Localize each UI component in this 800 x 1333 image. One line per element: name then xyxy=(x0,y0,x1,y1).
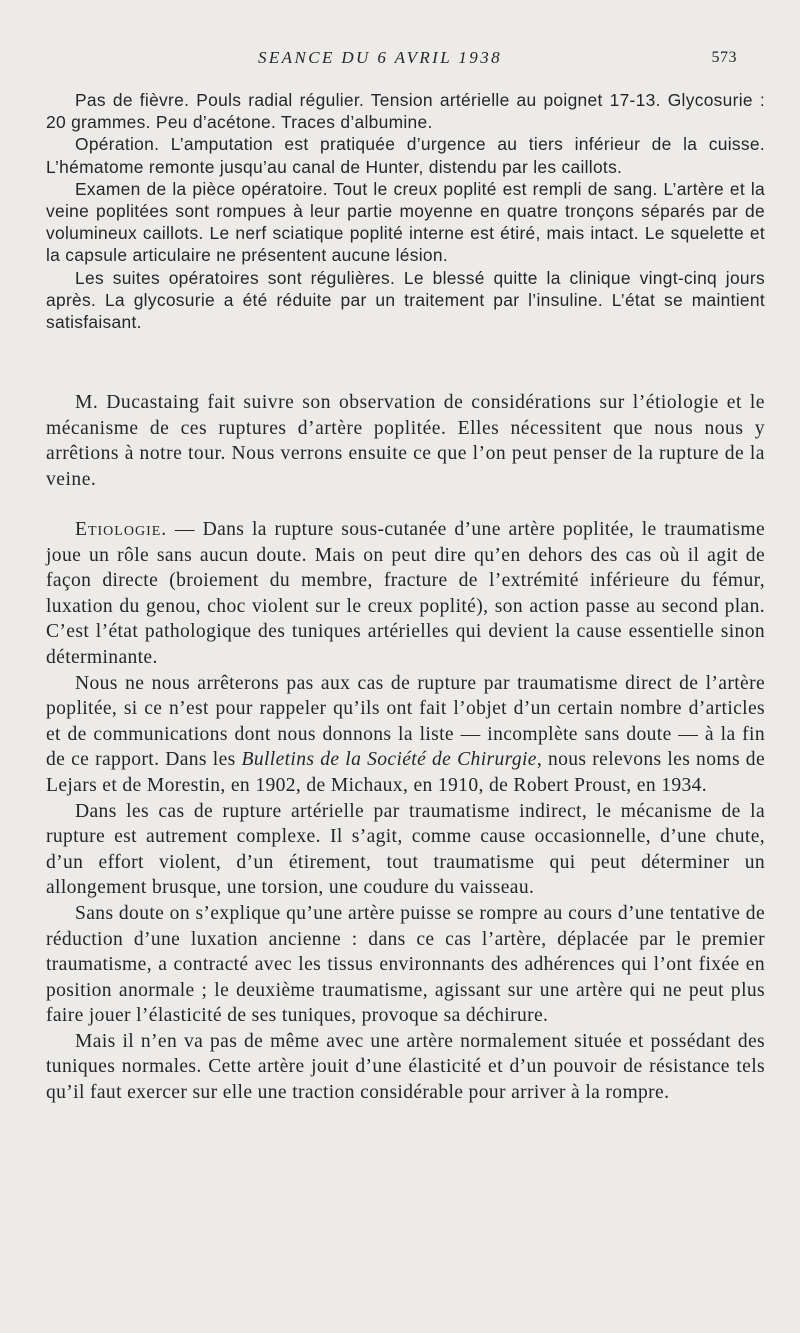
page-header xyxy=(0,48,800,72)
case-report-section xyxy=(46,89,765,333)
etiology-paragraph: Sans doute on s’explique qu’une artère puisse se rompre au cours d’une tentative de réduction d’une luxation ancienne : dans ce cas l’artère, déplacée par le premier traumatisme, a contracté avec les tissus environnants des adhérences qui l’ont fixée en position anormale ; le deuxième traumatisme, agissant sur une artère qui ne peut plus faire jouer l’élasticité de ses tuniques, provoque sa déchirure. xyxy=(46,902,765,1027)
case-report-paragraph: Examen de la pièce opératoire. Tout le creux poplité est rempli de sang. L’artère et la veine poplitées sont rompues à leur partie moyenne en quatre tronçons séparés par de volumineux caillots. Le nerf sciatique poplité interne est étiré, mais intact. Le squelette et la capsule articulaire ne présentent aucune lésion. xyxy=(46,178,765,266)
etiology-paragraph: Mais il n’en va pas de même avec une artère normalement située et possédant des tuniques normales. Cette artère jouit d’une élasticité et d’un pouvoir de résistance tels qu’il faut exercer sur elle une traction considérable pour arriver à la rompre. xyxy=(46,1030,765,1104)
section-heading: Etiologie. xyxy=(75,519,168,540)
etiology-paragraph: Dans les cas de rupture artérielle par traumatisme indirect, le mécanisme de la rupture est autrement complexe. Il s’agit, comme cause occasionnelle, d’une chute, d’un effort violent, d’un étirement, tout traumatisme qui peut déterminer un allongement brusque, une torsion, une coudure du vaisseau. xyxy=(46,800,765,899)
case-report-paragraph: Opération. L’amputation est pratiquée d’urgence au tiers inférieur de la cuisse. L’hématome remonte jusqu’au canal de Hunter, distendu par les caillots. xyxy=(46,134,765,177)
etiology-text: Nous ne nous arrêterons pas aux cas de rupture par traumatisme direct de l’artère poplitée, si ce n’est pour rappeler qu’ils ont fait l’objet d’un certain nombre d’articles et de communications dont nous donnons la liste — incomplète sans doute — à la fin de ce rapport. Dans les xyxy=(46,672,765,771)
etiology-text: , nous relevons les noms de Lejars et de Morestin, en 1902, de Michaux, en 1910, de Robert Proust, en 1934. xyxy=(46,749,766,796)
case-report-paragraph: Pas de fièvre. Pouls radial régulier. Tension artérielle au poignet 17-13. Glycosurie : 20 grammes. Peu d’acétone. Traces d’albumine. xyxy=(46,90,765,133)
commentary-paragraph: M. Ducastaing fait suivre son observation de considérations sur l’étiologie et le mécanisme de ces ruptures d’artère poplitée. Elles nécessitent que nous nous y arrêtions à notre tour. Nous verrons ensuite ce que l’on peut penser de la rupture de la veine. xyxy=(46,392,765,490)
commentary-section xyxy=(46,390,765,492)
page-number: 573 xyxy=(711,49,737,66)
journal-title: Bulletins de la Société de Chirurgie xyxy=(241,749,537,771)
running-head: SEANCE DU 6 AVRIL 1938 xyxy=(258,48,502,67)
etiology-text: — Dans la rupture sous-cutanée d’une artère poplitée, le traumatisme joue un rôle sans aucun doute. Mais on peut dire qu’en dehors des cas où il agit de façon directe (broiement du membre, fracture de l’extrémité inférieure du fémur, luxation du genou, choc violent sur le creux poplité), son action passe au second plan. C’est l’état pathologique des tuniques artérielles qui devient la cause essentielle sinon déterminante. xyxy=(46,519,765,668)
etiology-paragraph xyxy=(46,517,765,671)
etiology-paragraph xyxy=(46,671,765,799)
case-report-paragraph: Les suites opératoires sont régulières. Le blessé quitte la clinique vingt-cinq jours après. La glycosurie a été réduite par un traitement par l’insuline. L’état se maintient satisfaisant. xyxy=(46,267,765,333)
etiology-section xyxy=(46,517,765,1106)
